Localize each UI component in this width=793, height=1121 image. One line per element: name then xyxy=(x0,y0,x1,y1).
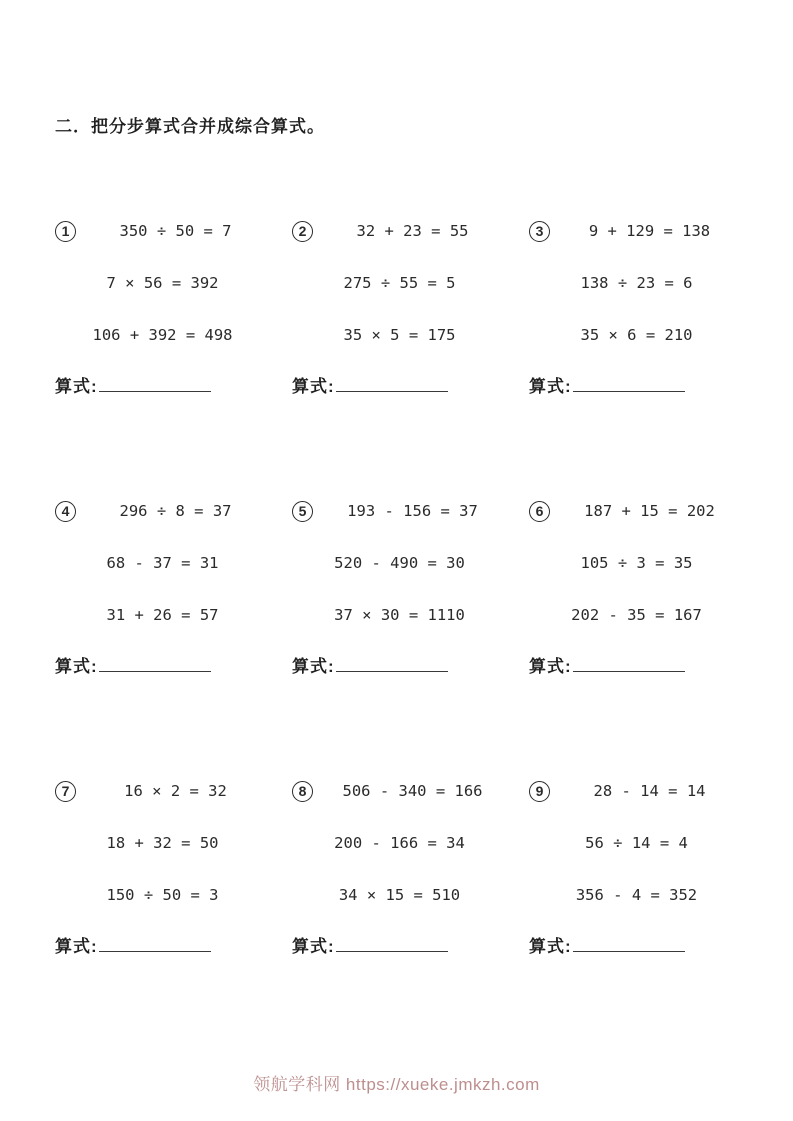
equation-text: 150 ÷ 50 = 3 xyxy=(106,886,219,904)
answer-line xyxy=(529,641,744,693)
equation-text: 7 × 56 = 392 xyxy=(106,274,219,292)
problem-number-icon: 6 xyxy=(529,501,550,522)
answer-line xyxy=(292,641,507,693)
equation-text: 275 ÷ 55 = 5 xyxy=(343,274,456,292)
equation-text: 187 + 15 = 202 xyxy=(584,502,715,520)
equation-line xyxy=(55,205,270,257)
equation-text: 202 - 35 = 167 xyxy=(571,606,702,624)
equation-label: 算式: xyxy=(55,377,98,396)
equation-line xyxy=(292,257,507,309)
problem-number-icon: 5 xyxy=(292,501,313,522)
equation-text: 296 ÷ 8 = 37 xyxy=(119,502,232,520)
equation-text: 35 × 5 = 175 xyxy=(343,326,456,344)
equation-text: 138 ÷ 23 = 6 xyxy=(580,274,693,292)
problem-2 xyxy=(292,205,507,413)
equation-line xyxy=(55,537,270,589)
equation-line xyxy=(529,869,744,921)
equation-text: 506 - 340 = 166 xyxy=(342,782,483,800)
equation-line xyxy=(292,537,507,589)
equation-line xyxy=(292,817,507,869)
equation-line xyxy=(292,869,507,921)
equation-line xyxy=(529,309,744,361)
equation-text: 356 - 4 = 352 xyxy=(575,886,698,904)
answer-blank xyxy=(573,376,685,392)
answer-blank xyxy=(99,936,211,952)
problem-number-icon: 8 xyxy=(292,781,313,802)
answer-line xyxy=(292,361,507,413)
answer-line xyxy=(55,361,270,413)
equation-text: 35 × 6 = 210 xyxy=(580,326,693,344)
problem-number-icon: 3 xyxy=(529,221,550,242)
problem-number-icon: 4 xyxy=(55,501,76,522)
problem-number-icon: 9 xyxy=(529,781,550,802)
answer-blank xyxy=(573,936,685,952)
equation-label: 算式: xyxy=(529,937,572,956)
answer-line xyxy=(55,921,270,973)
equation-line xyxy=(292,309,507,361)
answer-blank xyxy=(99,376,211,392)
equation-line xyxy=(55,817,270,869)
equation-text: 16 × 2 = 32 xyxy=(124,782,227,800)
equation-label: 算式: xyxy=(292,657,335,676)
equation-text: 193 - 156 = 37 xyxy=(347,502,478,520)
equation-text: 31 + 26 = 57 xyxy=(106,606,219,624)
answer-blank xyxy=(336,936,448,952)
problem-3 xyxy=(529,205,744,413)
answer-line xyxy=(529,921,744,973)
equation-text: 200 - 166 = 34 xyxy=(334,834,465,852)
equation-label: 算式: xyxy=(292,377,335,396)
answer-line xyxy=(55,641,270,693)
equation-line xyxy=(55,869,270,921)
equation-line xyxy=(55,765,270,817)
equation-line xyxy=(529,257,744,309)
equation-line xyxy=(55,309,270,361)
equation-line xyxy=(529,589,744,641)
equation-line xyxy=(292,485,507,537)
equation-line xyxy=(55,589,270,641)
problem-8 xyxy=(292,765,507,973)
problem-9 xyxy=(529,765,744,973)
equation-line xyxy=(529,817,744,869)
equation-text: 56 ÷ 14 = 4 xyxy=(585,834,688,852)
problem-6 xyxy=(529,485,744,693)
watermark-footer: 领航学科网 https://xueke.jmkzh.com xyxy=(253,1075,540,1094)
problem-4 xyxy=(55,485,270,693)
section-title: 二．把分步算式合并成综合算式。 xyxy=(55,117,325,136)
equation-label: 算式: xyxy=(529,377,572,396)
equation-text: 28 - 14 = 14 xyxy=(593,782,706,800)
equation-text: 18 + 32 = 50 xyxy=(106,834,219,852)
equation-text: 34 × 15 = 510 xyxy=(338,886,461,904)
equation-label: 算式: xyxy=(292,937,335,956)
problem-number-icon: 2 xyxy=(292,221,313,242)
answer-blank xyxy=(336,376,448,392)
answer-blank xyxy=(99,656,211,672)
equation-text: 37 × 30 = 1110 xyxy=(334,606,465,624)
equation-text: 9 + 129 = 138 xyxy=(588,222,711,240)
equation-line xyxy=(55,257,270,309)
answer-blank xyxy=(573,656,685,672)
equation-text: 105 ÷ 3 = 35 xyxy=(580,554,693,572)
equation-text: 68 - 37 = 31 xyxy=(106,554,219,572)
problems-grid xyxy=(55,205,745,973)
problem-number-icon: 7 xyxy=(55,781,76,802)
equation-line xyxy=(292,205,507,257)
problem-7 xyxy=(55,765,270,973)
equation-line xyxy=(529,537,744,589)
answer-line xyxy=(292,921,507,973)
equation-line xyxy=(292,765,507,817)
equation-text: 32 + 23 = 55 xyxy=(356,222,469,240)
problem-1 xyxy=(55,205,270,413)
equation-line xyxy=(529,205,744,257)
equation-line xyxy=(529,485,744,537)
equation-line xyxy=(292,589,507,641)
answer-blank xyxy=(336,656,448,672)
equation-text: 106 + 392 = 498 xyxy=(92,326,233,344)
equation-label: 算式: xyxy=(55,937,98,956)
equation-line xyxy=(55,485,270,537)
equation-text: 350 ÷ 50 = 7 xyxy=(119,222,232,240)
equation-label: 算式: xyxy=(55,657,98,676)
problem-number-icon: 1 xyxy=(55,221,76,242)
equation-label: 算式: xyxy=(529,657,572,676)
equation-text: 520 - 490 = 30 xyxy=(334,554,465,572)
problem-5 xyxy=(292,485,507,693)
answer-line xyxy=(529,361,744,413)
equation-line xyxy=(529,765,744,817)
